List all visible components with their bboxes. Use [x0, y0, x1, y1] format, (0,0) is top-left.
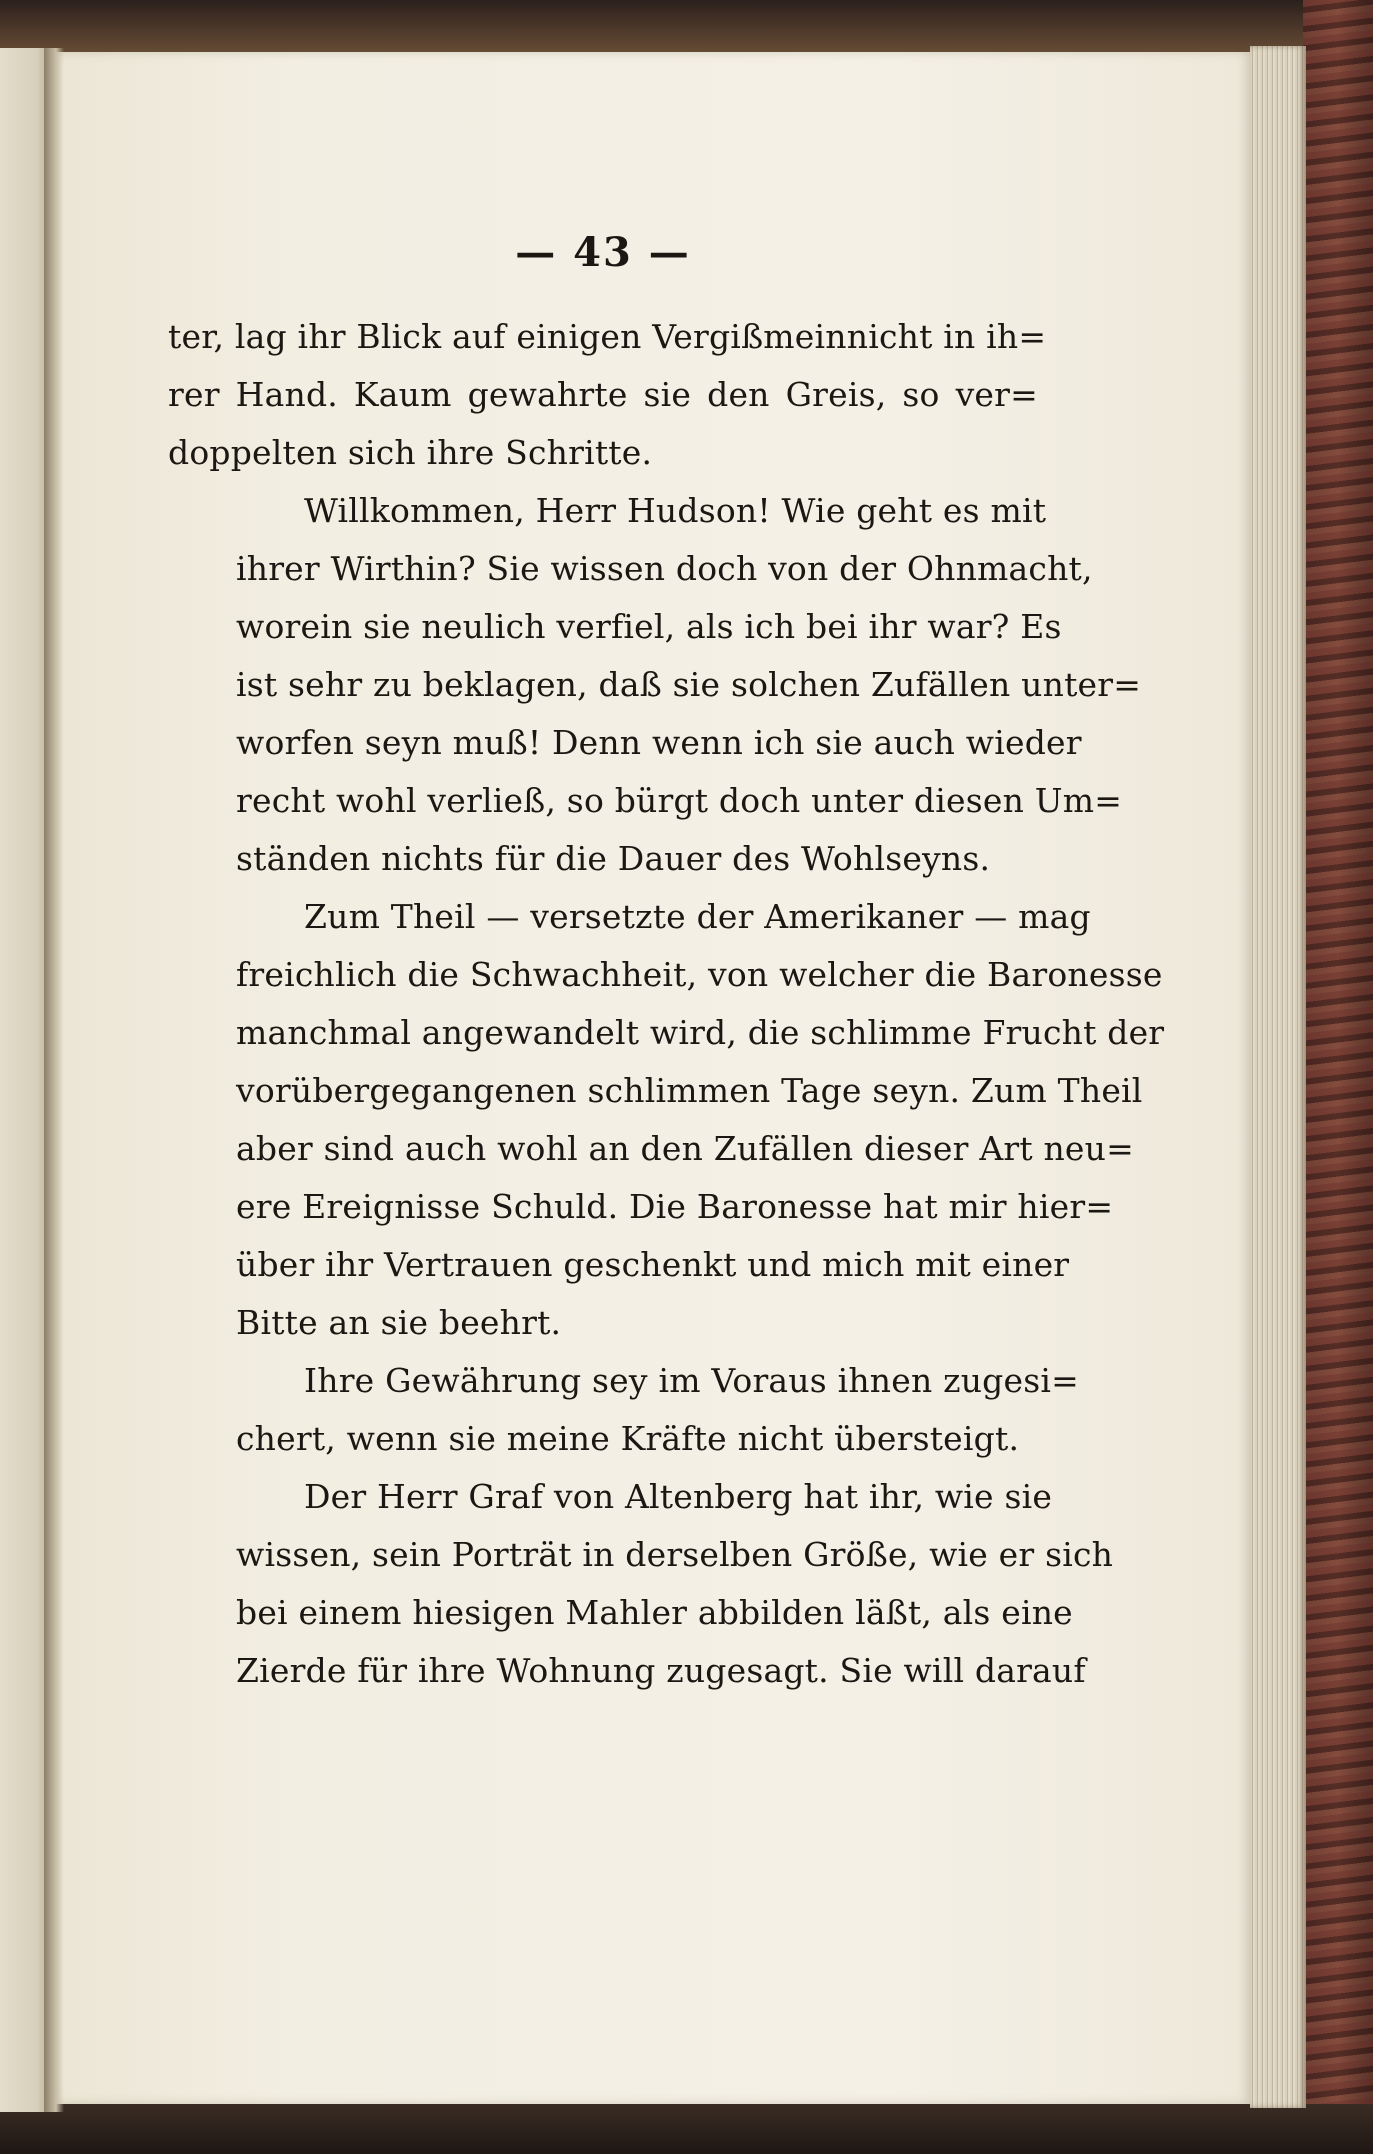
text-line: Zum Theil — versetzte der Amerikaner — mag — [304, 897, 1091, 936]
text-line: Zierde für ihre Wohnung zugesagt. Sie will darauf — [236, 1651, 1086, 1690]
text-line: vorübergegangenen schlimmen Tage seyn. Zum Theil — [236, 1071, 1143, 1110]
text-line: ist sehr zu beklagen, daß sie solchen Zufällen unter= — [236, 665, 1142, 704]
text-line: Ihre Gewährung sey im Voraus ihnen zugesi= — [304, 1361, 1079, 1400]
text-line: aber sind auch wohl an den Zufällen dieser Art neu= — [236, 1129, 1134, 1168]
text-line: freichlich die Schwachheit, von welcher die Baronesse — [236, 955, 1163, 994]
paragraph — [168, 888, 1165, 1352]
text-line: recht wohl verließ, so bürgt doch unter diesen Um= — [236, 781, 1123, 820]
text-line: rer Hand. Kaum gewahrte sie den Greis, so ver= — [168, 375, 1038, 414]
body-text — [168, 308, 1165, 1700]
text-line: chert, wenn sie meine Kräfte nicht übersteigt. — [236, 1419, 1020, 1458]
text-line: bei einem hiesigen Mahler abbilden läßt, als eine — [236, 1593, 1073, 1632]
text-line: ere Ereignisse Schuld. Die Baronesse hat mir hier= — [236, 1187, 1114, 1226]
book-gutter — [44, 48, 64, 2112]
page-block-edge — [1250, 46, 1306, 2108]
book-cover-marbled-edge — [1303, 0, 1373, 2154]
text-line: Bitte an sie beehrt. — [236, 1303, 562, 1342]
text-line: ter, lag ihr Blick auf einigen Vergißmeinnicht in ih= — [168, 317, 1047, 356]
book-cover-bottom-edge — [0, 2104, 1373, 2154]
text-line: Willkommen, Herr Hudson! Wie geht es mit — [304, 491, 1047, 530]
paragraph — [168, 482, 1142, 888]
page-number: — 43 — — [515, 229, 691, 276]
text-line: Der Herr Graf von Altenberg hat ihr, wie sie — [304, 1477, 1053, 1516]
paragraph — [168, 1468, 1114, 1700]
text-line: doppelten sich ihre Schritte. — [168, 433, 653, 472]
text-line: worein sie neulich verfiel, als ich bei ihr war? Es — [236, 607, 1062, 646]
paragraph — [168, 308, 1047, 482]
text-line: worfen seyn muß! Denn wenn ich sie auch wieder — [236, 723, 1082, 762]
book-cover-top-edge — [0, 0, 1373, 60]
text-line: ständen nichts für die Dauer des Wohlseyns. — [236, 839, 991, 878]
paragraph — [168, 1352, 1079, 1468]
text-line: wissen, sein Porträt in derselben Größe, wie er sich — [236, 1535, 1114, 1574]
text-line: ihrer Wirthin? Sie wissen doch von der Ohnmacht, — [236, 549, 1093, 588]
text-line: über ihr Vertrauen geschenkt und mich mit einer — [236, 1245, 1070, 1284]
text-line: manchmal angewandelt wird, die schlimme Frucht der — [236, 1013, 1165, 1052]
